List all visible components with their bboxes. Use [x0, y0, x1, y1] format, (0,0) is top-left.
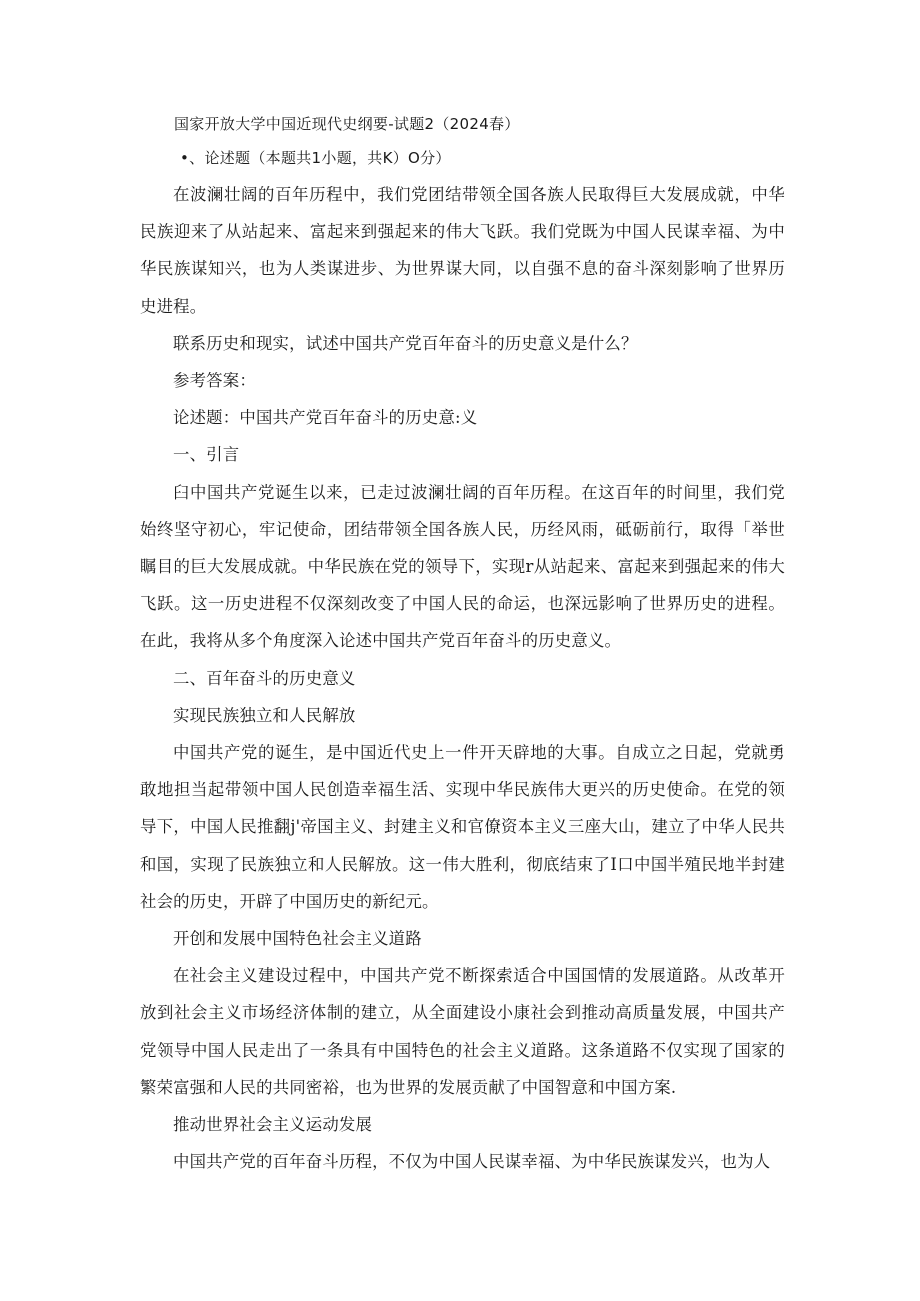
- introduction-paragraph: 臼中国共产党诞生以来，已走过波澜壮阔的百年历程。在这百年的时间里，我们党始终坚守初心，牢记使命，团结带领全国各族人民，历经风雨，砥砺前行，取得「举世瞩目的巨大发展成就。中华民族在党的领导下，实现r从站起来、富起来到强起来的伟大飞跃。这一历史进程不仅深刻改变了中国人民的命运，也深远影响了世界历史的进程。在此，我将从多个角度深入论述中国共产党百年奋斗的历史意义。: [140, 482, 785, 651]
- answer-label: 参考答案：: [173, 371, 256, 391]
- world-socialism-paragraph: 中国共产党的百年奋斗历程，不仅为中国人民谋幸福、为中华民族谋发兴，也为人: [173, 1152, 771, 1172]
- document-page: [140, 112, 785, 1180]
- heading-significance: 二、百年奋斗的历史意义: [173, 668, 356, 688]
- heading-introduction: 一、引言: [173, 445, 240, 465]
- subheading-independence: 实现民族独立和人民解放: [173, 705, 356, 725]
- subheading-socialist-road: 开创和发展中国特色社会主义道路: [173, 929, 422, 949]
- document-title: 国家开放大学中国近现代史纲要-试题2（2024春）: [174, 115, 520, 133]
- subheading-world-socialism: 推动世界社会主义运动发展: [173, 1115, 373, 1135]
- question-prompt: 联系历史和现实，试述中国共产党百年奋斗的历史意义是什么？: [173, 333, 638, 353]
- section-heading: •、论述题（本题共1小题，共K）O分）: [180, 149, 451, 167]
- essay-title: 论述题：中国共产党百年奋斗的历史意:义: [173, 408, 478, 428]
- socialist-road-paragraph: 在社会主义建设过程中，中国共产党不断探索适合中国国情的发展道路。从改革开放到社会主义市场经济体制的建立，从全面建设小康社会到推动高质量发展，中国共产党领导中国人民走出了一条具有中国特色的社会主义道路。这条道路不仅实现了国家的繁荣富强和人民的共同密裕，也为世界的发展贡献了中国智意和中国方案.: [140, 966, 785, 1097]
- independence-paragraph: 中国共产党的诞生，是中国近代史上一件开天辟地的大事。自成立之日起，党就勇敢地担当起带领中国人民创造幸福生活、实现中华民族伟大更兴的历史使命。在党的领导下，中国人民推翻j'帝国主义、封建主义和官僚资本主义三座大山，建立了中华人民共和国，实现了民族独立和人民解放。这一伟大胜利，彻底结束了I口中国半殖民地半封建社会的历史，开辟了中国历史的新纪元。: [140, 743, 785, 911]
- question-intro: 在波澜壮阔的百年历程中，我们党团结带领全国各族人民取得巨大发展成就，中华民族迎来了从站起来、富起来到强起来的伟大飞跃。我们党既为中国人民谋幸福、为中华民族谋知兴，也为人类谋进步、为世界谋大同，以自强不息的奋斗深刻影响了世界历史进程。: [140, 185, 785, 316]
